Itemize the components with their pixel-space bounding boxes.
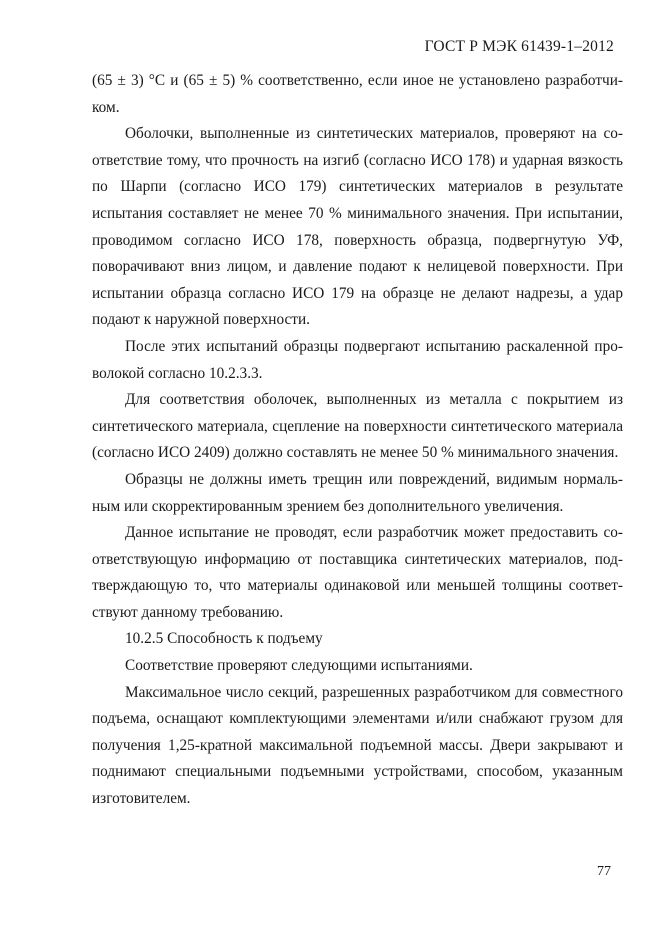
paragraph-no-cracks: Образцы не должны иметь трещин или повреждений, видимым нормальным или скорректированным зрением без дополнительного увеличения. xyxy=(92,470,623,515)
paragraph-glow-wire: После этих испытаний образцы подвергают испытанию раскаленной проволокой согласно 10.2.3.3. xyxy=(92,337,623,382)
paragraph-metal-coating: Для соответствия оболочек, выполненных из металла с покрытием из синтетического материала, сцепление на поверхности синтетического материала (согласно ИСО 2409) должно составлять не менее 50 % минимального значения. xyxy=(92,391,623,462)
paragraph-continuation: (65 ± 3) °С и (65 ± 5) % соответственно, если иное не установлено разработчиком. xyxy=(92,72,623,116)
section-heading-lifting: 10.2.5 Способность к подъему xyxy=(125,630,323,648)
paragraph-synthetic-enclosures: Оболочки, выполненные из синтетических материалов, проверяют на соответствие тому, что прочность на изгиб (согласно ИСО 178) и ударная вязкость по Шарпи (согласно ИСО 179) синтетических материалов в результате испытания составляет не менее 70 % минимального значения. При испытании, проводимом согласно ИСО 178, поверхность образца, подвергнутую УФ, поворачивают вниз лицом, и давление подают к нелицевой поверхности. При испытании образца согласно ИСО 179 на образце не делают надрезы, а удар подают к наружной поверхности. xyxy=(92,125,623,329)
paragraph-compliance-check: Соответствие проверяют следующими испытаниями. xyxy=(125,657,473,675)
paragraph-test-exemption: Данное испытание не проводят, если разработчик может предоставить соответствующую информацию от поставщика синтетических материалов, подтверждающую то, что материалы одинаковой или меньшей толщины соответствуют данному требованию. xyxy=(92,524,623,621)
page-number: 77 xyxy=(597,864,611,879)
body-text xyxy=(92,68,623,813)
paragraph-lifting-test: Максимальное число секций, разрешенных разработчиком для совместного подъема, оснащают комплектующими элементами и/или снабжают грузом для получения 1,25-кратной максимальной подъемной массы. Двери закрывают и поднимают специальными подъемными устройствами, способом, указанным изготовителем. xyxy=(92,683,623,808)
standard-header: ГОСТ Р МЭК 61439-1–2012 xyxy=(424,38,614,55)
